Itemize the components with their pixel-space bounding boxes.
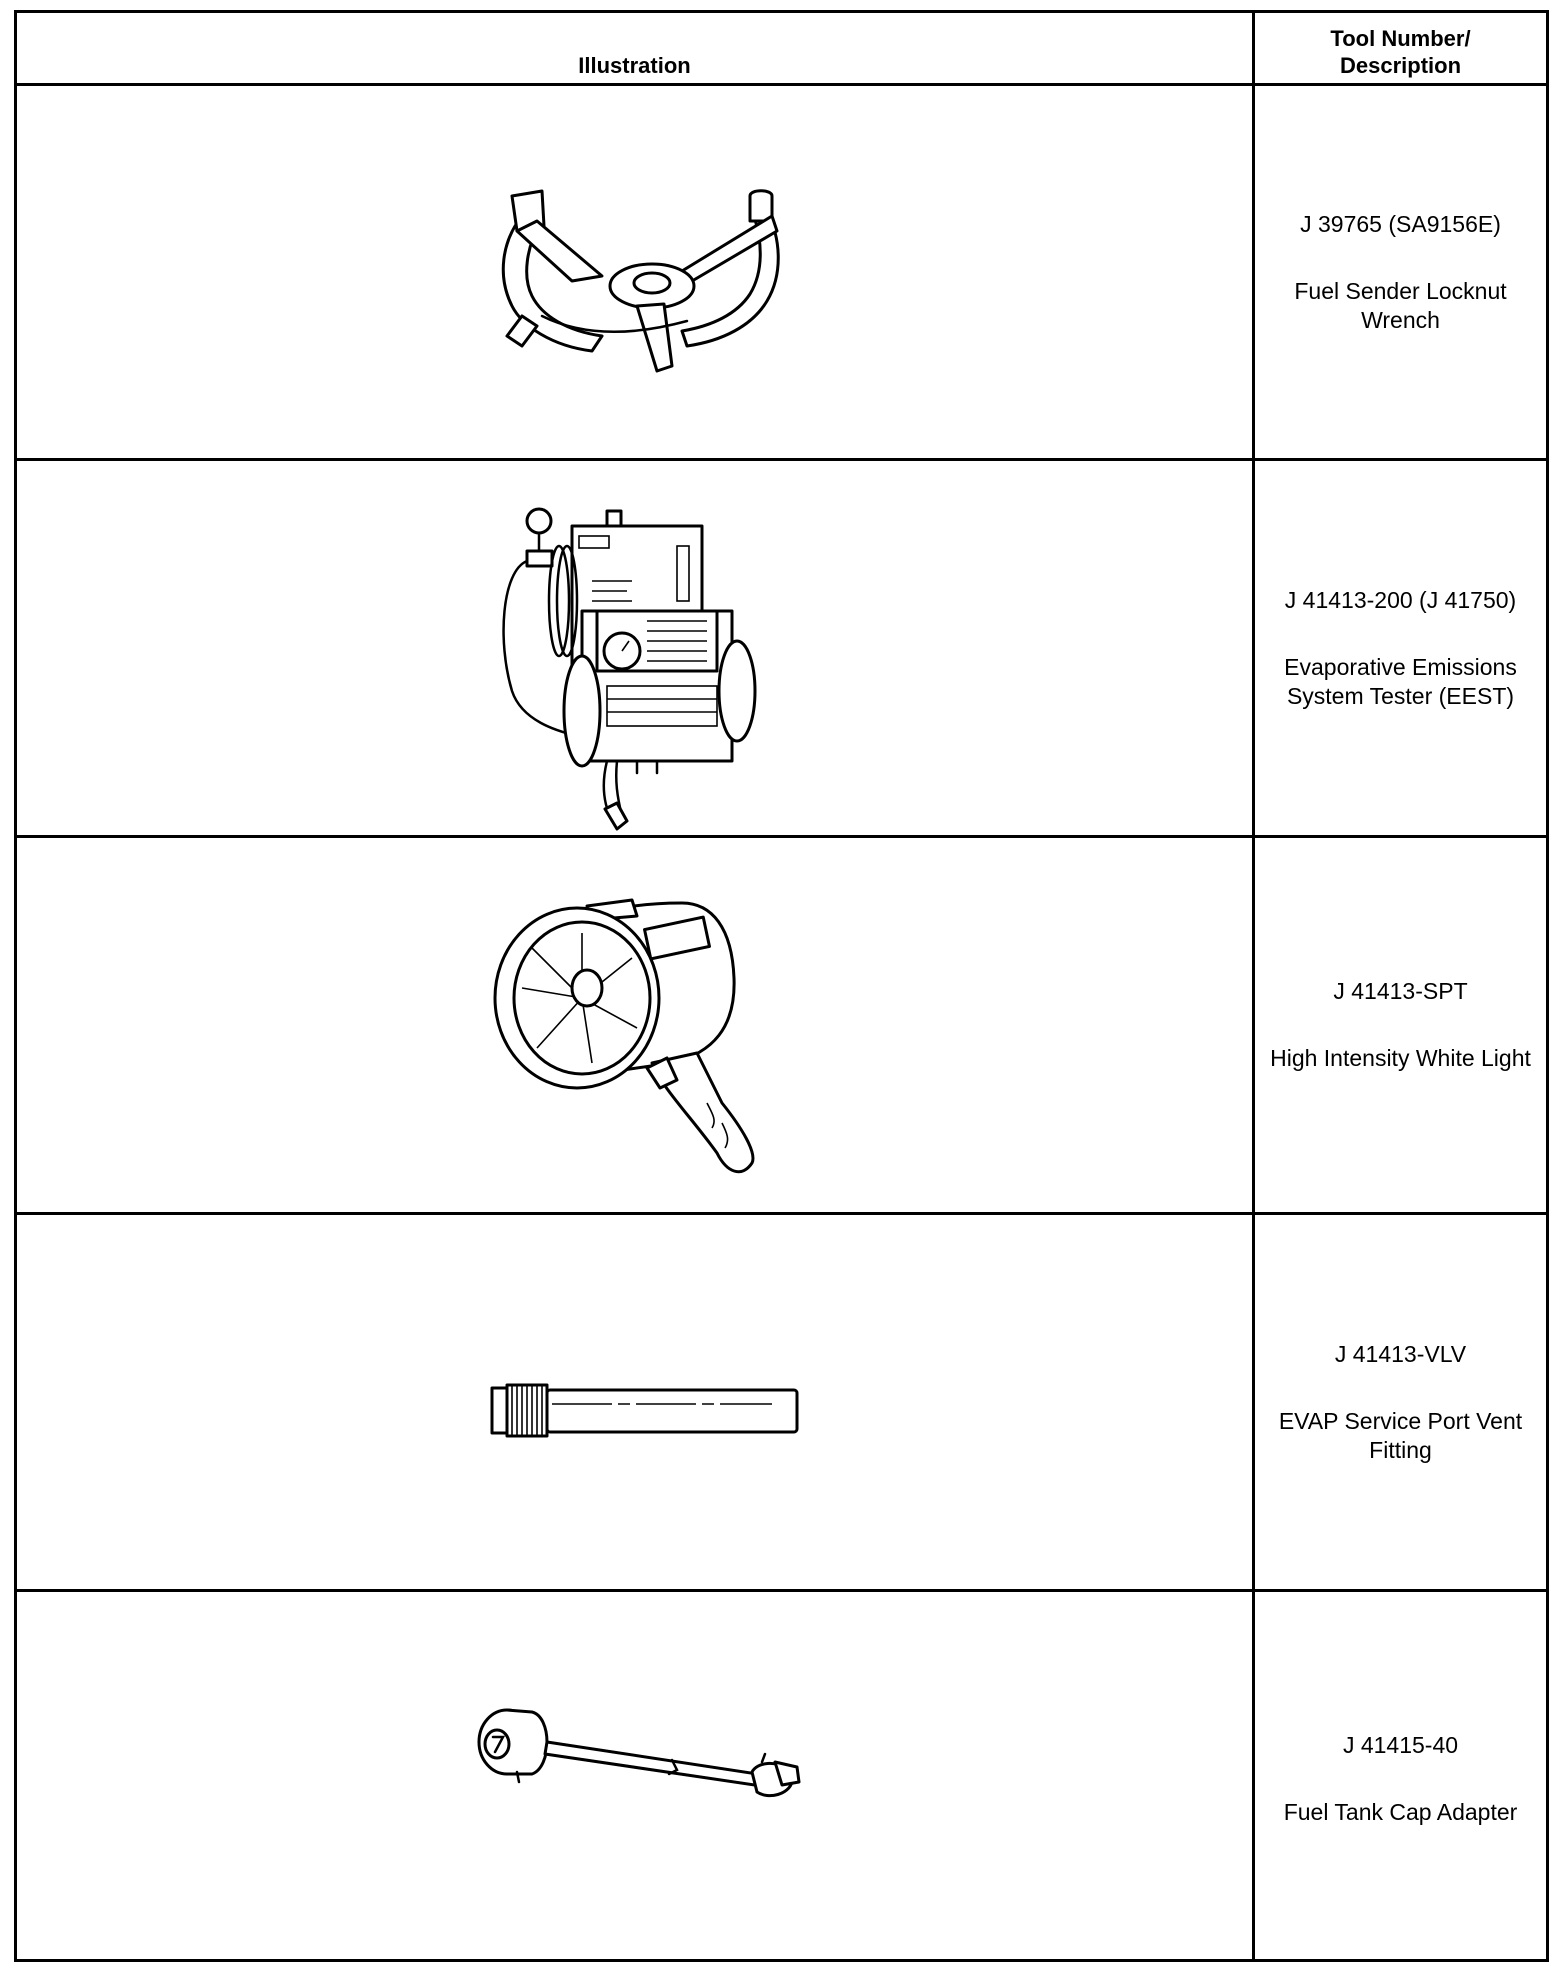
table-row-illustration: [17, 461, 1252, 835]
emissions-tester-icon: [497, 491, 797, 831]
tool-number: J 41413-SPT: [1333, 978, 1468, 1004]
tool-description: High Intensity White Light: [1270, 1045, 1531, 1071]
locknut-wrench-icon: [482, 186, 822, 376]
table-row-description: [1255, 86, 1546, 458]
table-row-description: [1255, 461, 1546, 835]
tool-description: Evaporative Emissions System Tester (EEST): [1284, 653, 1517, 709]
header-illustration: [17, 13, 1252, 83]
header-illustration-label: Illustration: [578, 53, 691, 78]
table-row-illustration: [17, 1592, 1252, 1965]
header-tool-label-line1: Tool Number/: [1330, 26, 1471, 51]
table-row-illustration: [17, 1215, 1252, 1589]
tools-table: [14, 10, 1549, 1962]
tool-description: Fuel Sender Locknut Wrench: [1294, 277, 1507, 333]
tool-description: EVAP Service Port Vent Fitting: [1278, 1407, 1523, 1463]
cap-adapter-icon: [457, 1682, 817, 1812]
tool-number: J 41413-VLV: [1334, 1340, 1467, 1367]
table-row-description: [1255, 1592, 1546, 1965]
spotlight-icon: [482, 888, 812, 1188]
table-row-description: [1255, 838, 1546, 1212]
table-row-description: [1255, 1215, 1546, 1589]
table-row-illustration: [17, 838, 1252, 1212]
vent-fitting-icon: [472, 1380, 812, 1440]
header-tool-label-line2: Description: [1339, 53, 1462, 78]
tool-number: J 39765 (SA9156E): [1300, 210, 1501, 237]
table-row-illustration: [17, 86, 1252, 458]
tool-number: J 41413-200 (J 41750): [1284, 586, 1517, 613]
tool-description: Fuel Tank Cap Adapter: [1283, 1798, 1518, 1825]
header-tool-number: [1255, 13, 1546, 83]
tool-number: J 41415-40: [1342, 1731, 1459, 1758]
